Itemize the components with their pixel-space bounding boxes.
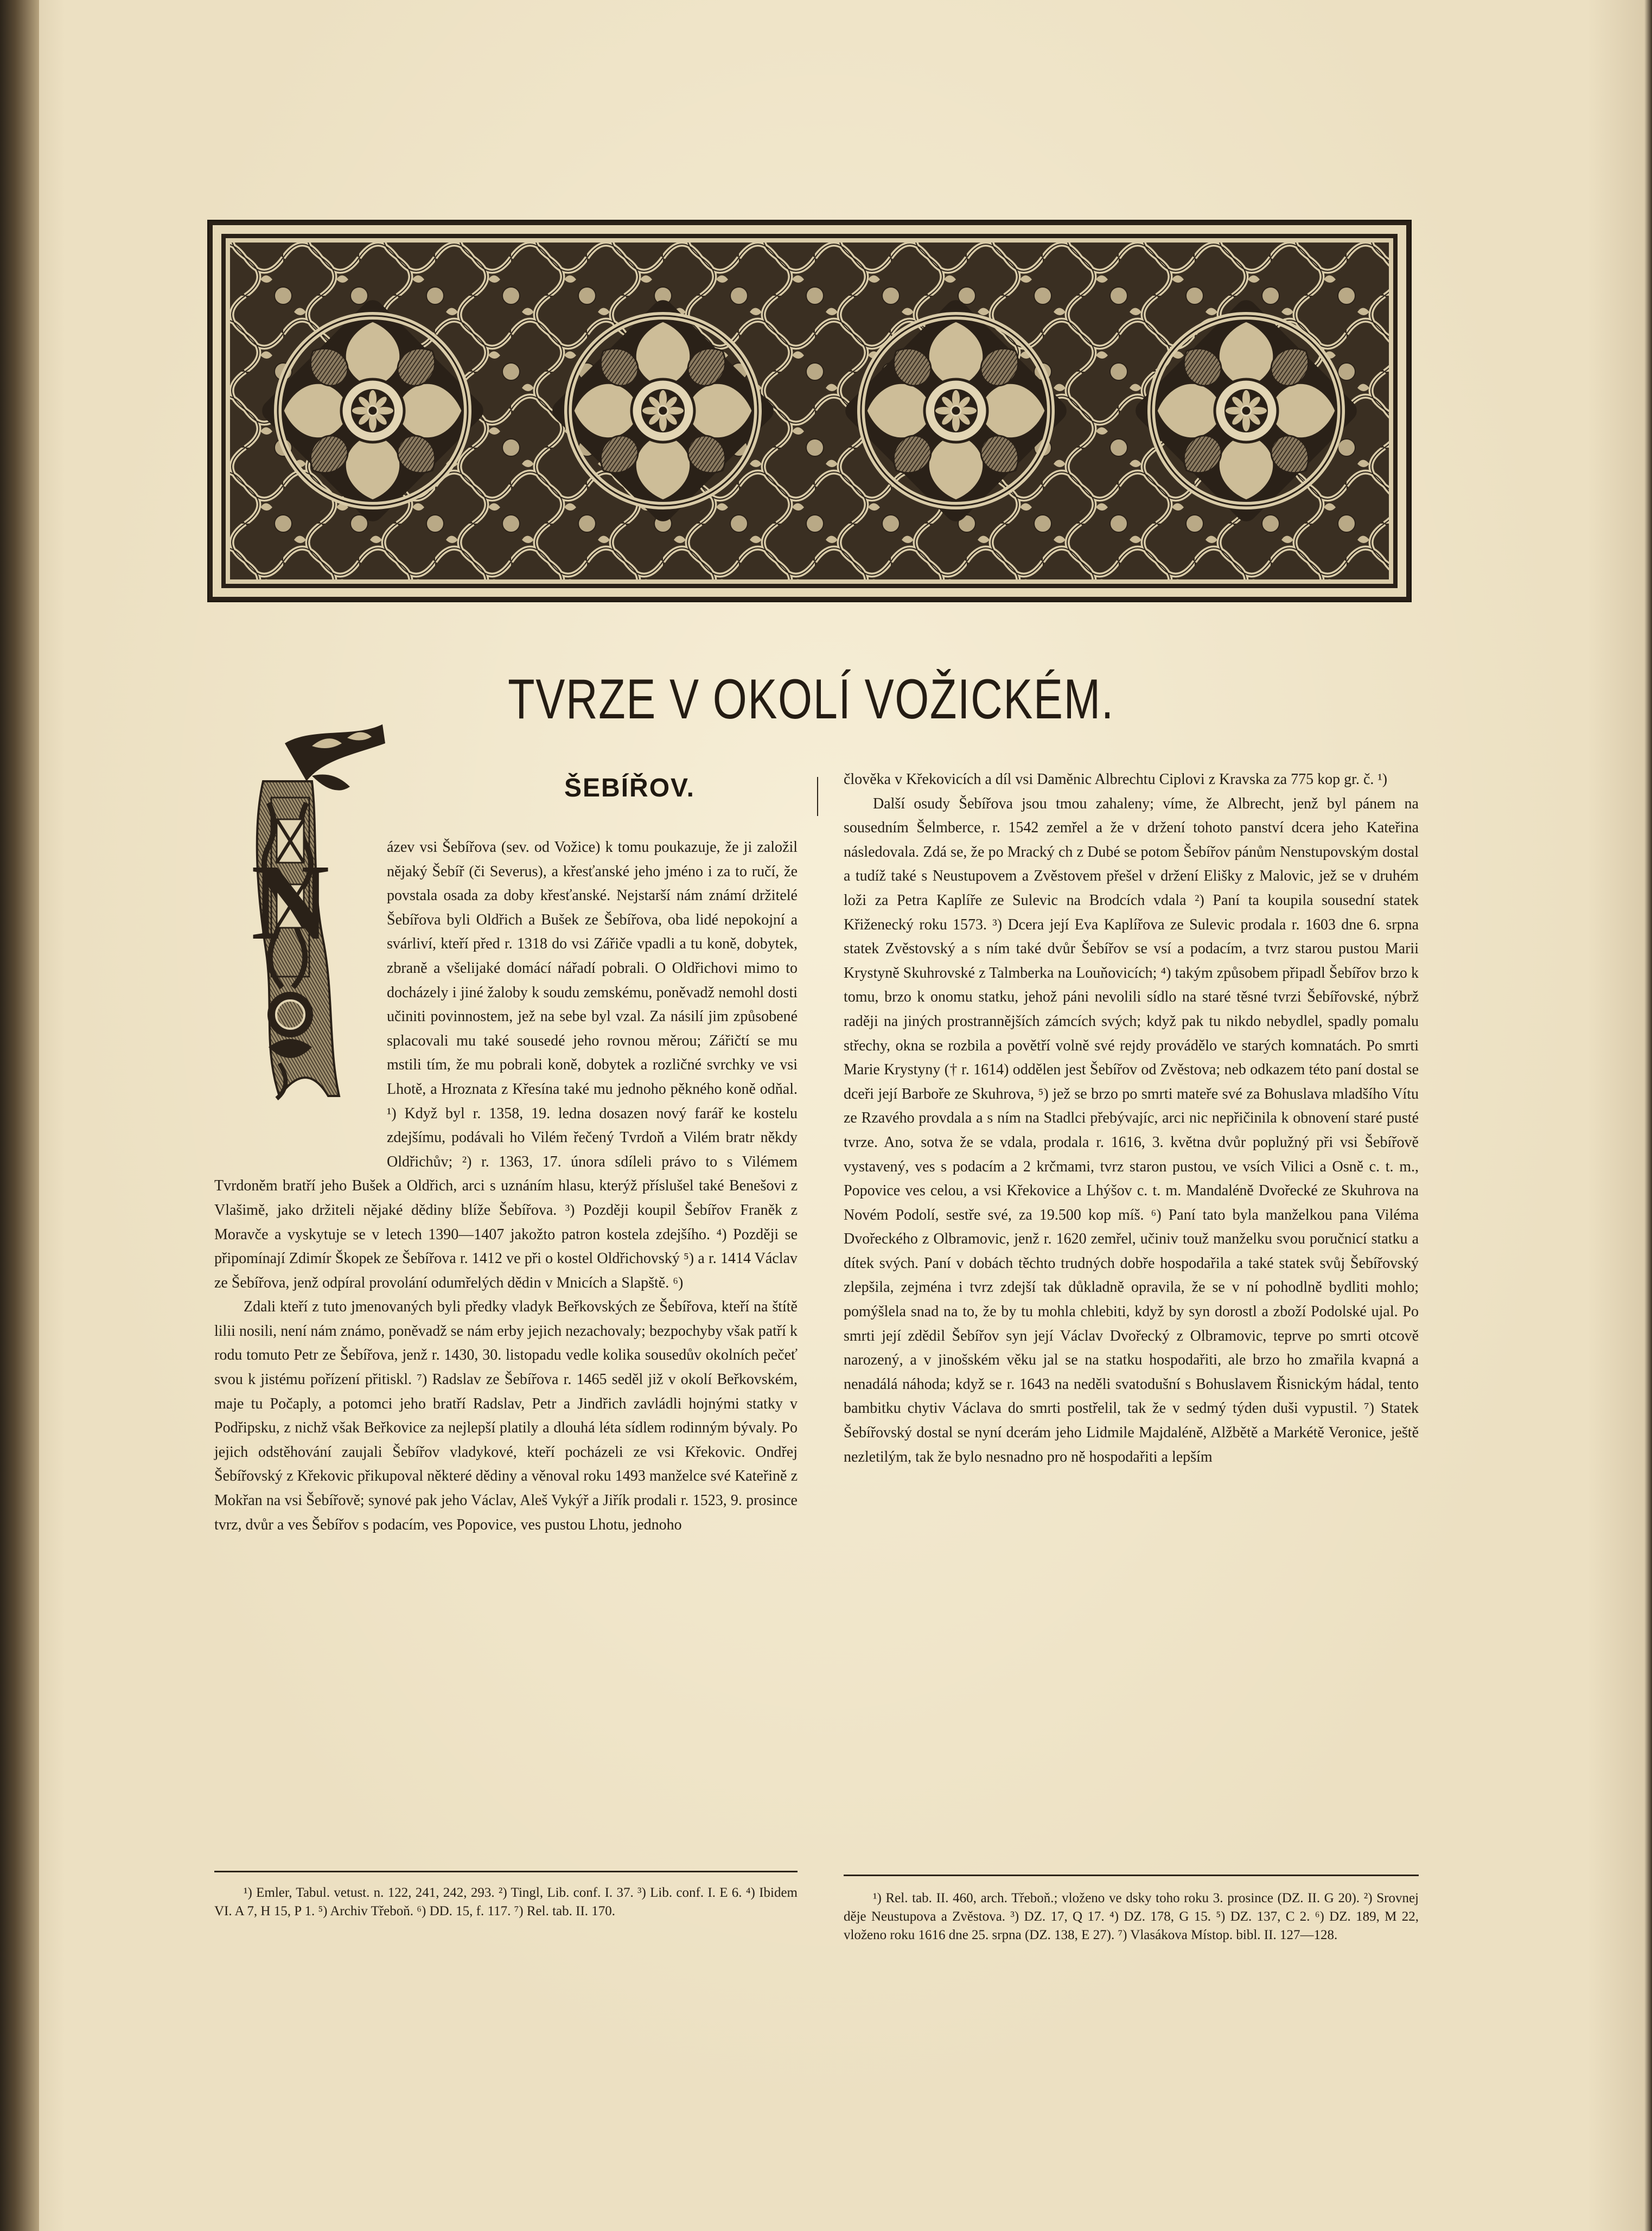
page-edge-shadow [1644, 0, 1652, 2231]
left-text-column [214, 836, 798, 1537]
decorative-header-ornament [207, 220, 1412, 602]
right-footnotes [844, 1889, 1419, 1945]
page-title: TVRZE V OKOLÍ VOŽICKÉM. [508, 668, 1114, 731]
initial-letter-space [214, 836, 387, 1160]
column-divider [817, 777, 818, 816]
footnote-text: ¹) Rel. tab. II. 460, arch. Třeboň.; vloženo ve dsky toho roku 3. prosince (DZ. II. G 20). ²) Srovnej děje Neustupova a Zvěstova. ³) DZ. 17, Q 17. ⁴) DZ. 178, G 15. ⁵) DZ. 137, C 2. ⁶) DZ. 189, M 22, vloženo roku 1616 dne 25. srpna (DZ. 138, E 27). ⁷) Vlasákova Místop. bibl. II. 127—128. [844, 1891, 1419, 1942]
left-footnotes [214, 1884, 798, 1921]
paragraph: ázev vsi Šebířova (sev. od Vožice) k tomu poukazuje, že ji založil nějaký Šebíř (či Severus), a křesťanské jeho jméno i za to ručí, že povstala osada za doby křesťanské. Nejstarší nám známí držitelé Šebířova byli Oldřich a Bušek ze Šebířova, oba lidé nepokojní a svárliví, kteří před r. 1318 do vsi Zářiče vpadli a tu koně, dobytek, zbraně a všelijaké domácí nářadí pobrali. O Oldřichovi mimo to docházely i jiné žaloby k soudu zemskému, poněvadž nemohl dosti učiniti povinnostem, jež na sebe byl vzal. Za násilí jim způsobené splacovali mu také sousedé jeho rovnou měrou; Zářičtí se mu mstili tím, že mu pobrali koně, dobytek a rozličné svrchky ve vsi Lhotě, a Hroznata z Křesína také mu jednoho pěkného koně odňal. ¹) Když byl r. 1358, 19. ledna dosazen nový farář ke kostelu zdejšímu, podávali ho Vilém řečený Tvrdoň a Vilém bratr někdy Oldřichův; ²) r. 1363, 17. února sdíleli právo to s Vilémem Tvrdoněm bratří jeho Bušek a Oldřich, arci s uznáním hlasu, kterýž příslušel také Benešovi z Vlašimě, jako držiteli nějaké dědiny blíže Šebířova. ³) Později koupil Šebířov Franěk z Moravče a vyskytuje se v letech 1390—1407 jakožto patron kostela zdejšího. ⁴) Později se připomínají Zdimír Škopek ze Šebířova r. 1412 ve při o kostel Oldřichovský ⁵) a r. 1414 Václav ze Šebířova, jenž odpíral provolání odumřelých dědin v Mnicích a Slapště. ⁶) [214, 839, 798, 1291]
footnote-text: ¹) Emler, Tabul. vetust. n. 122, 241, 242, 293. ²) Tingl, Lib. conf. I. 37. ³) Lib. conf. I. E 6. ⁴) Ibidem VI. A 7, H 15, P 1. ⁵) Archiv Třeboň. ⁶) DD. 15, f. 117. ⁷) Rel. tab. II. 170. [214, 1885, 798, 1918]
footnote-rule [214, 1871, 798, 1872]
initial-letter-glyph: N [251, 843, 330, 962]
paragraph: Zdali kteří z tuto jmenovaných byli předky vladyk Beřkovských ze Šebířova, kteří na štítě lilii nosili, není nám známo, poněvadž se nám erby jejich nezachovaly; bezpochyby však patří k rodu tomuto Petr ze Šebířova, jenž r. 1430, 30. listopadu vedle kolika sousedův okolních pečeť svou k jistému pořízení přitiskl. ⁷) Radslav ze Šebířova r. 1465 seděl již v okolí Beřkovském, maje tu Počaply, a potomci jeho bratří Radslav, Petr a Jindřich zavládli hojnými statky v Podřipsku, z nichž však Beřkovice za nejlepší platily a dlouhá léta sídlem rodinným bývaly. Po jejich odstěhování zaujali Šebířov vladykové, kteří pocházeli ze vsi Křekovic. Ondřej Šebířovský z Křekovic přikupoval některé dědiny a věnoval roku 1493 manželce své Kateřině z Mokřan na vsi Šebířově; synové pak jeho Václav, Aleš Vykýř a Jiřík prodali r. 1523, 9. prosince tvrz, dvůr a ves Šebířov s podacím, ves Popovice, ves pustou Lhotu, jednoho [214, 1298, 798, 1533]
right-text-column [844, 768, 1419, 1469]
book-spine-shadow [0, 0, 39, 2231]
paragraph: Další osudy Šebířova jsou tmou zahaleny; víme, že Albrecht, jenž byl pánem na sousedním Šelmberce, r. 1542 zemřel a že v držení tohoto panství dcera jeho Kateřina následovala. Zdá se, že po Mracký ch z Dubé se potom Šebířov pánům Nenstupovským dostal a tudíž také s Neustupovem a Zvěstovem přešel v držení Elišky z Malovic, jež se v druhém loži za Petra Kaplíře ze Sulevic na Brodcích vdala ²) Paní ta koupila sousední statek Křiženecký roku 1573. ³) Dcera její Eva Kaplířova ze Sulevic prodala r. 1603 dne 6. srpna statek Zvěstovský a s ním také dvůr Šebířov se vsí a podacím, a tvrz starou pustou Marii Krystyně Skuhrovské z Talmberka na Louňovicích; ⁴) takým způsobem připadl Šebířov brzo k tomu, brzo k onomu statku, jehož páni nevolili sídlo na staré těsné tvrzi Šebířovské, nýbrž raději na jiných prostrannějších zámcích svých; když pak tu nikdo nebydlel, spadly pomalu střechy, okna se rozbila a povětří volně své rejdy provádělo ve starých komnatách. Po smrti Marie Krystyny († r. 1614) oddělen jest Šebířov od Zvěstova; neb odkazem této paní dostal se dceři její Barboře ze Skuhrova, ⁵) jež se brzo po smrti mateře své za Bohuslava mladšího Vítu ze Rzavého provdala a s ním na Stadlci přebývajíc, arci nic nepřičinila k obnovení staré pusté tvrze. Ano, sotva že se vdala, prodala r. 1616, 3. května dvůr poplužný při vsi Šebířově vystavený, ves s podacím a 2 krčmami, tvrz staron pustou, ve vsích Vilici a Osně c. t. m., Popovice ves celou, a vsi Křekovice a Lhýšov c. t. m. Mandaléně Dvořecké ze Skuhrova na Novém Podolí, sestře své, za 19.500 kop míš. ⁶) Paní tato byla manželkou pana Viléma Dvořeckého z Olbramovic, jenž r. 1620 zemřel, učiniv touž manželku svou poručnicí statku a dítek svých. Paní v dobách těchto trudných dobře hospodařila a také statek svůj Šebířovský zlepšila, zejména i tvrz zdejší tak důkladně opravila, že se v ní pohodlně bydliti mohlo; pomýšlela snad na to, že by tu mohla chlebiti, když by syn dorostl a zboží Podolské ujal. Po smrti její zdědil Šebířov syn její Václav Dvořecký z Olbramovic, teprve po smrti otcově narozený, a v jinošském věku jal se na statku hospodařiti, ale brzo ho zmařila kvapná a nenadálá náhoda; když se r. 1643 na neděli svatodušní s Bohuslavem Řisnickým hádal, tento bambitku chytiv Václava do smrti postřelil, tak že v sedmý týden duši vypustil. ⁷) Statek Šebířovský dostal se nyní dcerám jeho Lidmile Majdaléně, Alžbětě a Markétě Veronice, ještě nezletilým, tak že bylo nesnadno pro ně hospodařiti a lepším [844, 795, 1419, 1465]
footnote-rule [844, 1875, 1419, 1876]
section-heading: ŠEBÍŘOV. [564, 774, 695, 802]
paragraph: člověka v Křekovicích a díl vsi Daměnic Albrechtu Ciplovi z Kravska za 775 kop gr. č. ¹) [844, 771, 1388, 788]
